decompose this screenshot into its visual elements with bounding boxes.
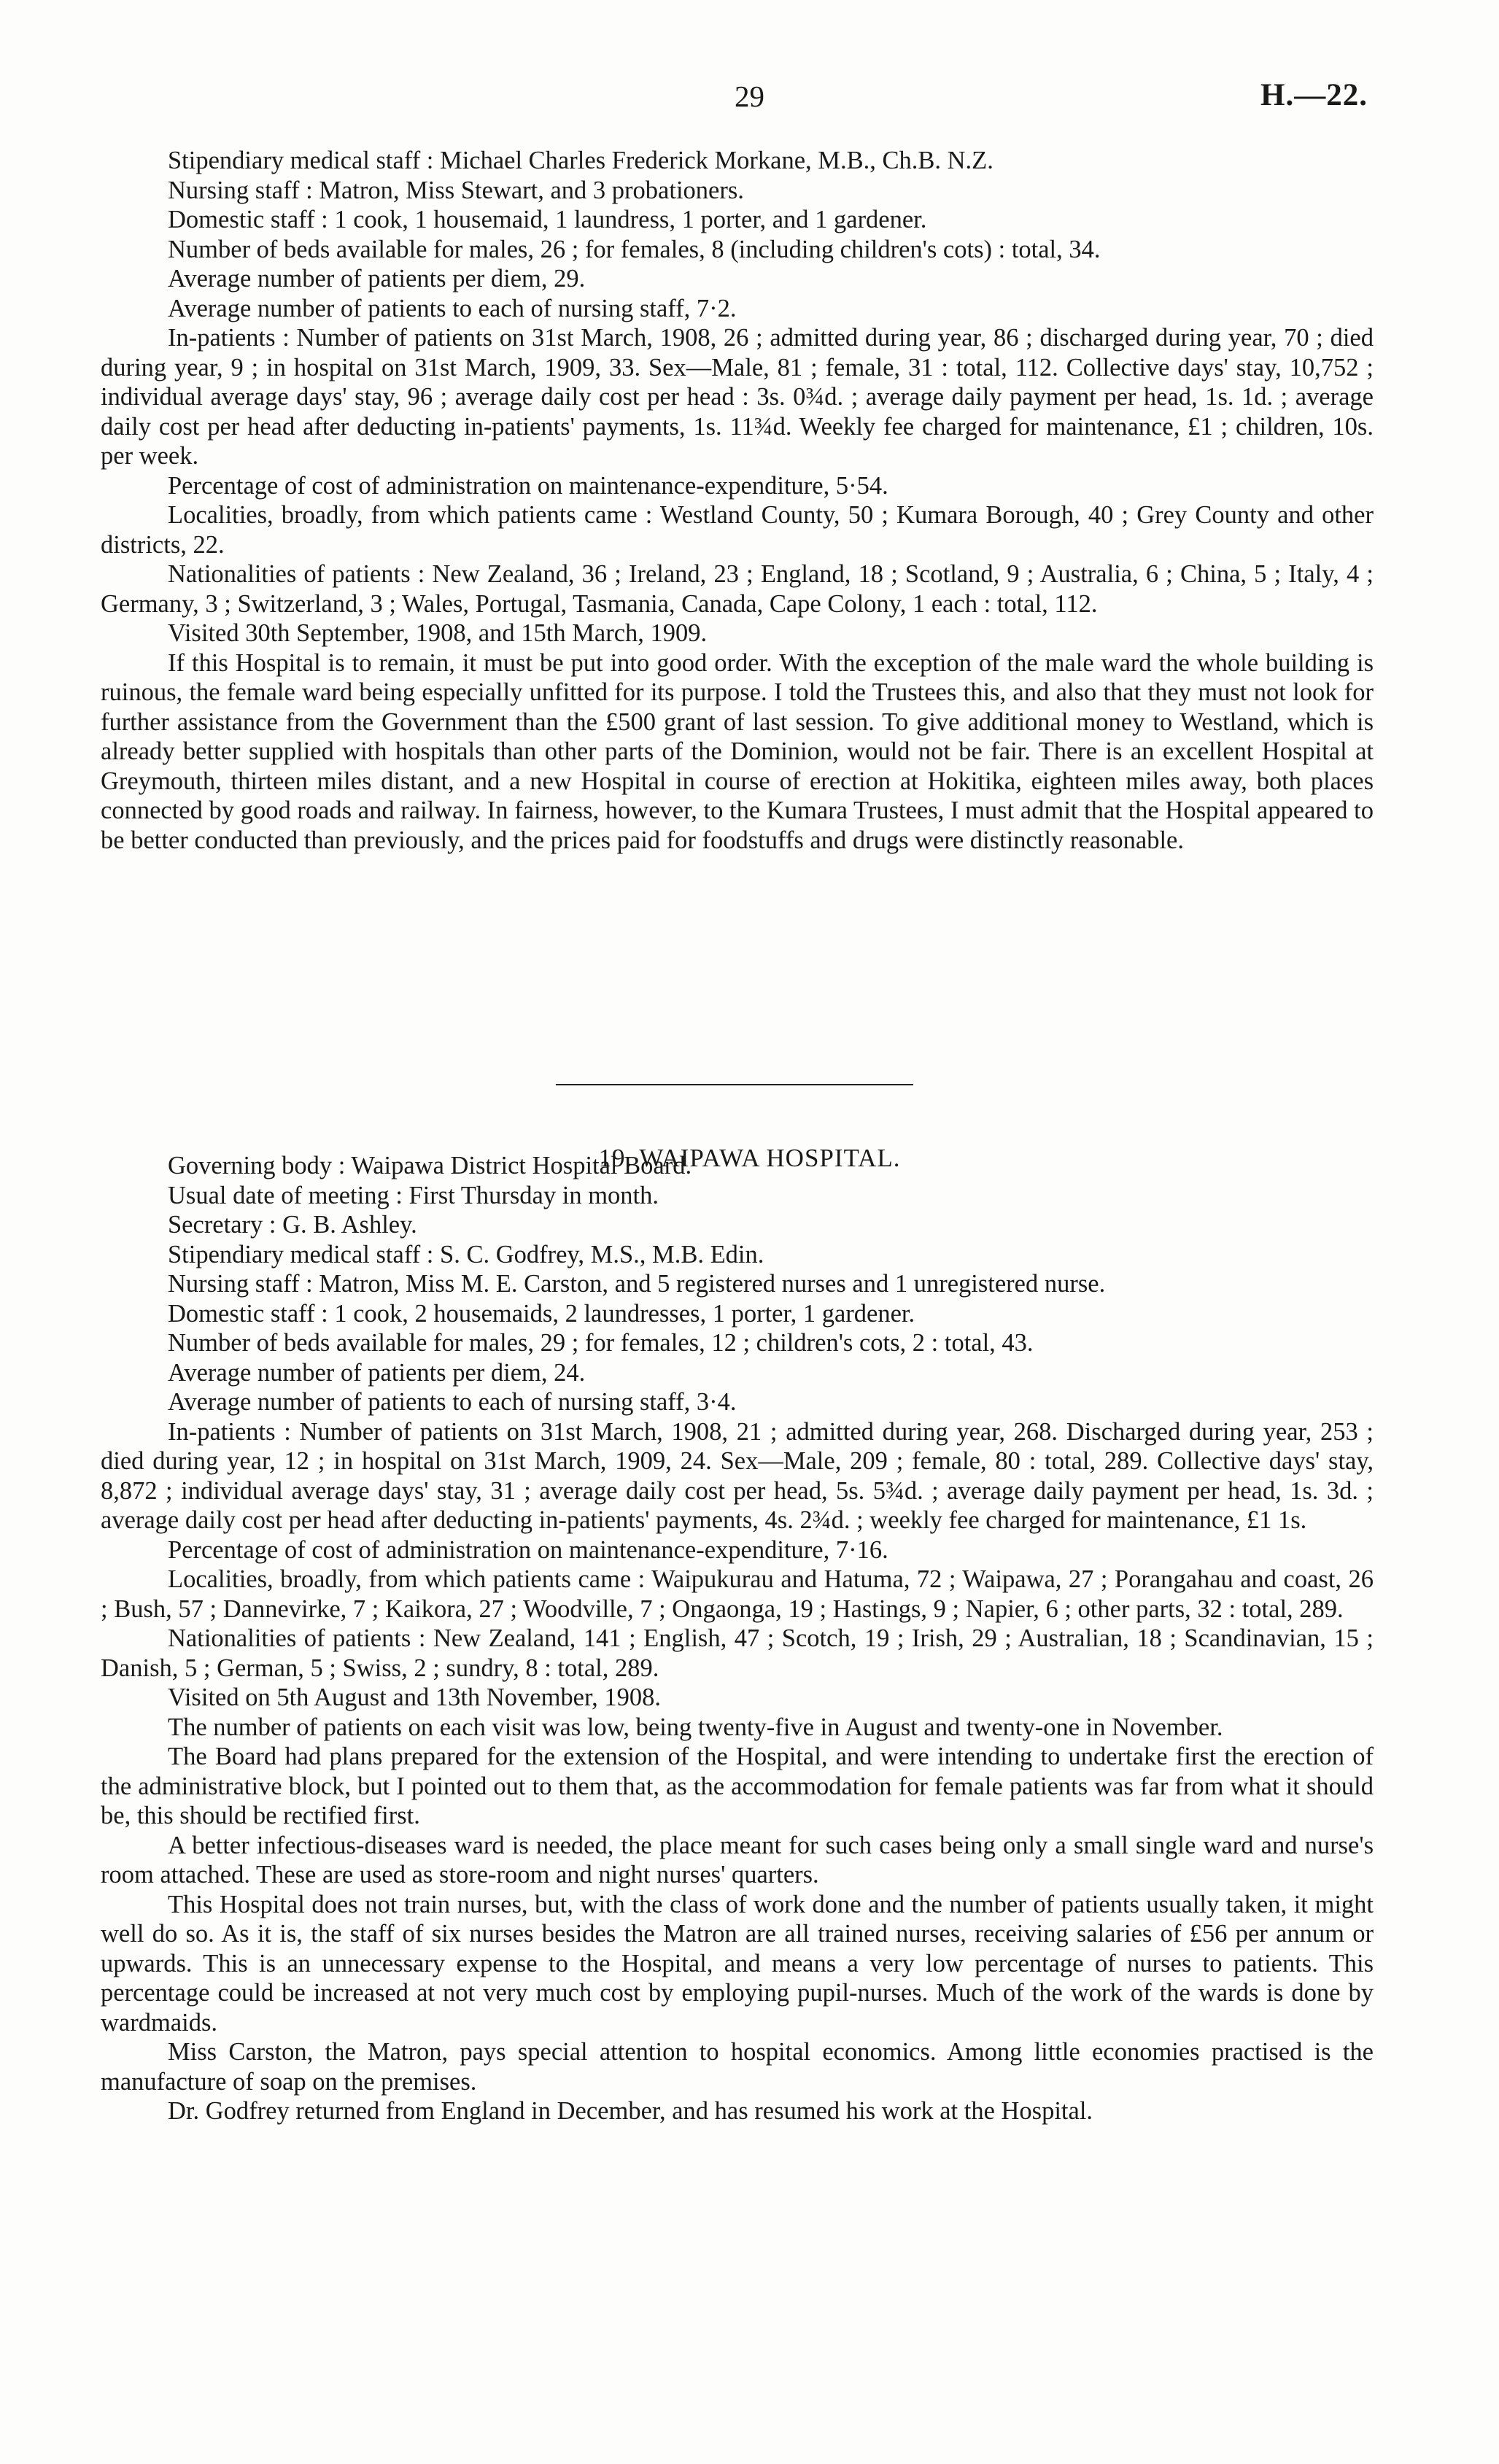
kumara-hospital-section xyxy=(101,146,1374,855)
paragraph: A better infectious-diseases ward is needed, the place meant for such cases being only a small single ward and nurse's room attached. These are used as store-room and night nurses' quarters. xyxy=(101,1831,1374,1888)
paragraph: Localities, broadly, from which patients came : Waipukurau and Hatuma, 72 ; Waipawa, 27 ; Porangahau and coast, 26 ; Bush, 57 ; Dannevirke, 7 ; Kaikora, 27 ; Woodville, 7 ; Ongaonga, 19 ; Hastings, 9 ; Napier, 6 ; other parts, 32 : total, 289. xyxy=(101,1565,1374,1623)
paragraph: Secretary : G. B. Ashley. xyxy=(168,1211,417,1239)
paragraph: Number of beds available for males, 29 ; for females, 12 ; children's cots, 2 : total, 43. xyxy=(168,1329,1034,1357)
paragraph: Usual date of meeting : First Thursday in month. xyxy=(168,1181,659,1209)
paragraph: Percentage of cost of administration on maintenance-expenditure, 5·54. xyxy=(168,471,888,500)
paragraph: Average number of patients per diem, 24. xyxy=(168,1358,586,1387)
paragraph: The number of patients on each visit was low, being twenty-five in August and twenty-one in November. xyxy=(168,1713,1223,1741)
paragraph: This Hospital does not train nurses, but, with the class of work done and the number of patients usually taken, it might well do so. As it is, the staff of six nurses besides the Matron are all trained nurses, receiving salaries of £56 per annum or upwards. This is an unnecessary expense to the Hospital, and means a very low percentage of nurses to patients. This percentage could be increased at not very much cost by employing pupil-nurses. Much of the work of the wards is done by wardmaids. xyxy=(101,1890,1374,2037)
document-reference: H.—22. xyxy=(1260,78,1368,112)
paragraph: Nursing staff : Matron, Miss M. E. Carston, and 5 registered nurses and 1 unregistered nurse. xyxy=(168,1270,1106,1298)
waipawa-hospital-section xyxy=(101,1151,1374,2126)
section-heading: 19. WAIPAWA HOSPITAL. xyxy=(598,1144,901,1172)
paragraph: Percentage of cost of administration on maintenance-expenditure, 7·16. xyxy=(168,1535,888,1564)
paragraph: Stipendiary medical staff : S. C. Godfrey, M.S., M.B. Edin. xyxy=(168,1240,764,1268)
paragraph: Average number of patients to each of nursing staff, 7·2. xyxy=(168,294,737,322)
section-divider xyxy=(556,1084,913,1085)
paragraph: In-patients : Number of patients on 31st March, 1908, 21 ; admitted during year, 268. Discharged during year, 253 ; died during year, 12 ; in hospital on 31st March, 1909, 24. Sex—Male, 209 ; female, 80 : total, 289. Collective days' stay, 8,872 ; individual average days' stay, 31 ; average daily cost per head, 5s. 5¾d. ; average daily payment per head, 1s. 3d. ; average daily cost per head after deducting in-patients' payments, 4s. 2¾d. ; weekly fee charged for maintenance, £1 1s. xyxy=(101,1417,1374,1534)
paragraph: Domestic staff : 1 cook, 2 housemaids, 2 laundresses, 1 porter, 1 gardener. xyxy=(168,1299,915,1328)
paragraph: Nationalities of patients : New Zealand, 36 ; Ireland, 23 ; England, 18 ; Scotland, 9 ; Australia, 6 ; China, 5 ; Italy, 4 ; Germany, 3 ; Switzerland, 3 ; Wales, Portugal, Tasmania, Canada, Cape Colony, 1 each : total, 112. xyxy=(101,560,1374,618)
paragraph: The Board had plans prepared for the extension of the Hospital, and were intending to undertake first the erection of the administrative block, but I pointed out to them that, as the accommodation for female patients was far from what it should be, this should be rectified first. xyxy=(101,1743,1374,1829)
paragraph: In-patients : Number of patients on 31st March, 1908, 26 ; admitted during year, 86 ; discharged during year, 70 ; died during year, 9 ; in hospital on 31st March, 1909, 33. Sex—Male, 81 ; female, 31 : total, 112. Collective days' stay, 10,752 ; individual average days' stay, 96 ; average daily cost per head : 3s. 0¾d. ; average daily payment per head, 1s. 1d. ; average daily cost per head after deducting in-patients' payments, 1s. 11¾d. Weekly fee charged for maintenance, £1 ; children, 10s. per week. xyxy=(101,324,1374,470)
paragraph: Visited 30th September, 1908, and 15th March, 1909. xyxy=(168,619,708,647)
paragraph: Visited on 5th August and 13th November, 1908. xyxy=(168,1684,661,1711)
paragraph: Number of beds available for males, 26 ; for females, 8 (including children's cots) : total, 34. xyxy=(168,235,1101,263)
paragraph: Average number of patients to each of nursing staff, 3·4. xyxy=(168,1388,737,1416)
page-number: 29 xyxy=(735,80,764,113)
paragraph: Governing body : Waipawa District Hospital Board. xyxy=(168,1152,692,1179)
paragraph: Localities, broadly, from which patients came : Westland County, 50 ; Kumara Borough, 40 ; Grey County and other districts, 22. xyxy=(101,501,1374,559)
paragraph: If this Hospital is to remain, it must be put into good order. With the exception of the male ward the whole building is ruinous, the female ward being especially unfitted for its purpose. I told the Trustees this, and also that they must not look for further assistance from the Government than the £500 grant of last session. To give additional money to Westland, which is already better supplied with hospitals than other parts of the Dominion, would not be fair. There is an excellent Hospital at Greymouth, thirteen miles distant, and a new Hospital in course of erection at Hokitika, eighteen miles away, both places connected by good roads and railway. In fairness, however, to the Kumara Trustees, I must admit that the Hospital appeared to be better conducted than previously, and the prices paid for foodstuffs and drugs were distinctly reasonable. xyxy=(101,648,1374,854)
paragraph: Domestic staff : 1 cook, 1 housemaid, 1 laundress, 1 porter, and 1 gardener. xyxy=(168,206,927,233)
paragraph: Nursing staff : Matron, Miss Stewart, and 3 probationers. xyxy=(168,176,744,204)
paragraph: Average number of patients per diem, 29. xyxy=(168,265,586,292)
paragraph: Dr. Godfrey returned from England in December, and has resumed his work at the Hospital. xyxy=(168,2097,1093,2125)
paragraph: Stipendiary medical staff : Michael Charles Frederick Morkane, M.B., Ch.B. N.Z. xyxy=(168,147,993,174)
paragraph: Miss Carston, the Matron, pays special attention to hospital economics. Among little economies practised is the manufacture of soap on the premises. xyxy=(101,2038,1374,2096)
paragraph: Nationalities of patients : New Zealand, 141 ; English, 47 ; Scotch, 19 ; Irish, 29 ; Australian, 18 ; Scandinavian, 15 ; Danish, 5 ; German, 5 ; Swiss, 2 ; sundry, 8 : total, 289. xyxy=(101,1624,1374,1682)
